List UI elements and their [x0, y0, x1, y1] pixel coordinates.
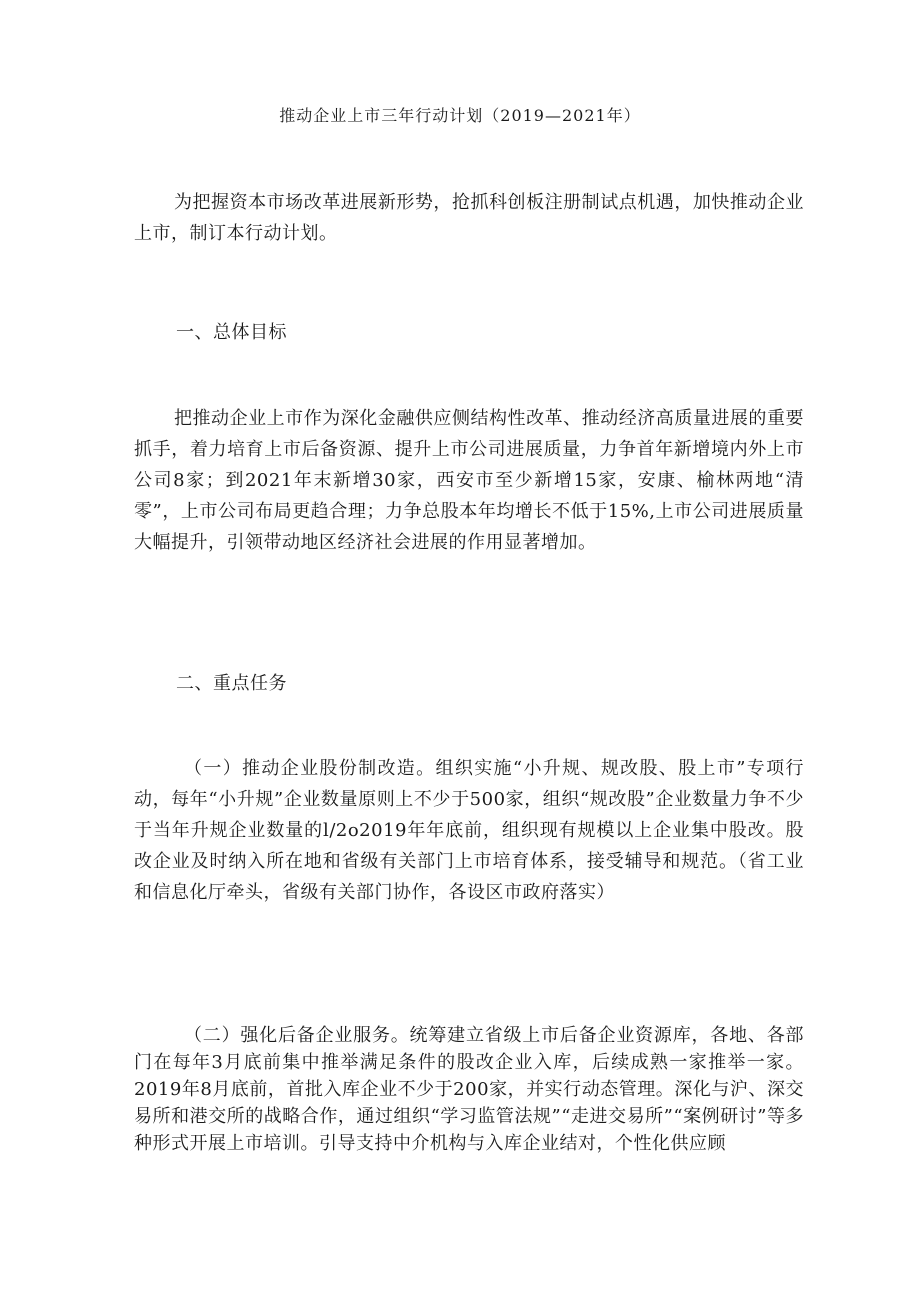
section2-item2: （二）强化后备企业服务。统筹建立省级上市后备企业资源库，各地、各部门在每年3月底前集中推举满足条件的股改企业入库，后续成熟一家推举一家。2019年8月底前，首批入库企业不少于200家，并实行动态管理。深化与沪、深交易所和港交所的战略合作，通过组织“学习监管法规”“走进交易所”“案例研讨”等多种形式开展上市培训。引导支持中介机构与入库企业结对，个性化供应顾 [134, 1025, 804, 1154]
section1-heading: 一、总体目标 [176, 322, 287, 343]
section2-item1: （一）推动企业股份制改造。组织实施“小升规、规改股、股上市”专项行动，每年“小升规”企业数量原则上不少于500家，组织“规改股”企业数量力争不少于当年升规企业数量的l/2o2019年年底前，组织现有规模以上企业集中股改。股改企业及时纳入所在地和省级有关部门上市培育体系，接受辅导和规范。（省工业和信息化厅牵头，省级有关部门协作，各设区市政府落实） [134, 758, 804, 903]
document-title: 推动企业上市三年行动计划（2019—2021年） [279, 106, 641, 125]
intro-paragraph: 为把握资本市场改革进展新形势，抢抓科创板注册制试点机遇，加快推动企业上市，制订本行动计划。 [134, 192, 804, 244]
section1-body: 把推动企业上市作为深化金融供应侧结构性改革、推动经济高质量进展的重要抓手，着力培育上市后备资源、提升上市公司进展质量，力争首年新增境内外上市公司8家；到2021年末新增30家，西安市至少新增15家，安康、榆林两地“清零”，上市公司布局更趋合理；力争总股本年均增长不低于15%,上市公司进展质量大幅提升，引领带动地区经济社会进展的作用显著增加。 [134, 408, 804, 553]
section2-heading: 二、重点任务 [176, 673, 287, 694]
